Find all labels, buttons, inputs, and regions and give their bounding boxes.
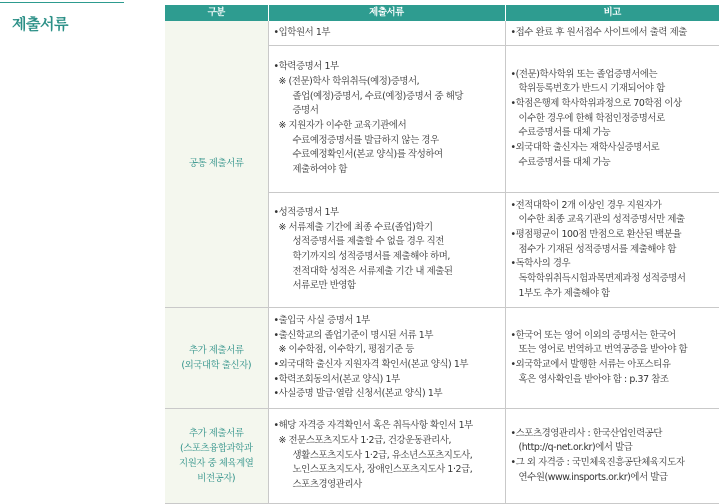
note-line: •학점은행제 학사학위과정으로 70학점 이상: [510, 97, 682, 109]
doc-line: 졸업(예정)증명서, 수료(예정)증명서 중 해당: [292, 90, 464, 102]
note-line: 수료증명서를 대체 가능: [518, 127, 611, 139]
table-row: [165, 308, 719, 409]
note-line: •(전문)학사학위 또는 졸업증명서에는: [510, 68, 658, 80]
doc-line: ※ (전문)학사 학위취득(예정)증명서,: [278, 75, 420, 87]
note-line: •전적대학이 2개 이상인 경우 지원자가: [510, 199, 662, 211]
note-line: (http://q-net.or.kr)에서 발급: [518, 442, 633, 454]
doc-line: 증명서: [292, 105, 319, 117]
note-line: 1부도 추가 제출해야 함: [518, 287, 610, 299]
doc-line: •출신학교의 졸업기준이 명시된 서류 1부: [273, 329, 434, 341]
category-label: (외국대학 출신자): [181, 360, 252, 371]
section-title: 제출서류: [12, 15, 68, 33]
notes-cell: [505, 21, 719, 46]
documents-cell: [268, 409, 505, 504]
category-label: 추가 제출서류: [188, 427, 244, 439]
doc-line: 전적대학 성적은 서류제출 기간 내 제출된: [292, 265, 453, 277]
doc-line: 제출하여야 함: [292, 164, 348, 176]
notes-cell: [505, 193, 719, 308]
note-line: •외국대학 출신자는 재학사실증명서로: [510, 142, 660, 153]
documents-table: [165, 5, 719, 504]
note-line: 학위등록번호가 반드시 기재되어야 함: [518, 83, 665, 95]
notes-cell: [505, 308, 719, 409]
doc-line: ※ 서류제출 기간에 최종 수료(졸업)학기: [278, 221, 433, 233]
doc-line: 스포츠경영관리사: [292, 479, 362, 490]
note-line: 수료증명서를 대체 가능: [518, 156, 611, 168]
doc-line: ※ 지원자가 이수한 교육기관에서: [278, 120, 407, 131]
documents-cell: [268, 308, 505, 409]
header-documents: 제출서류: [268, 5, 505, 21]
note-line: 연수원(www.insports.or.kr)에서 발급: [518, 471, 668, 483]
note-line: •독학사의 경우: [510, 258, 571, 270]
doc-line: 성적증명서를 제출할 수 없을 경우 직전: [292, 236, 444, 248]
note-line: 이수한 경우에 한해 학점인정증명서로: [518, 112, 665, 124]
note-line: •스포츠경영관리사 : 한국산업인력공단: [510, 427, 663, 439]
category-label: 공통 제출서류: [188, 158, 244, 170]
doc-line: •성적증명서 1부: [273, 206, 339, 218]
doc-line: •학력증명서 1부: [273, 61, 339, 73]
doc-line: •해당 자격증 자격확인서 혹은 취득사항 확인서 1부: [273, 420, 473, 432]
doc-line: 학기까지의 성적증명서를 제출해야 하며,: [292, 251, 450, 262]
category-label: 추가 제출서류: [188, 344, 244, 356]
category-label: 비전공자): [197, 473, 236, 485]
header-notes: 비고: [505, 5, 719, 21]
documents-cell: [268, 46, 505, 193]
note-line: 또는 영어로 번역하고 번역공증을 받아야 함: [518, 344, 688, 356]
table-row: [165, 409, 719, 504]
note-line: •한국어 또는 영어 이외의 증명서는 한국어: [510, 329, 676, 341]
doc-line: 생활스포츠지도사 1·2급, 유소년스포츠지도사,: [292, 449, 473, 461]
category-common: [165, 21, 268, 308]
table-header-row: [165, 5, 719, 21]
doc-line: ※ 전문스포츠지도사 1·2급, 건강운동관리사,: [278, 434, 452, 446]
notes-cell: [505, 409, 719, 504]
doc-line: 수료예정증명서를 발급하지 않는 경우: [292, 134, 439, 146]
table-row: [165, 21, 719, 46]
note-line: •그 외 자격증 : 국민체육진흥공단체육지도자: [510, 457, 685, 468]
note-line: 혹은 영사확인을 받아야 함 : p.37 참조: [518, 373, 669, 385]
doc-line: 노인스포츠지도사, 장애인스포츠지도사 1·2급,: [292, 464, 473, 476]
doc-line: •입학원서 1부: [273, 26, 331, 38]
category-foreign: [165, 308, 268, 409]
doc-line: ※ 이수학점, 이수학기, 평점기준 등: [278, 344, 414, 356]
note-line: •평점평균이 100점 만점으로 환산된 백분율: [510, 228, 682, 240]
doc-line: 서류로만 반영함: [292, 280, 356, 292]
notes-cell: [505, 46, 719, 193]
doc-line: 수료예정확인서(본교 양식)를 작성하여: [292, 149, 443, 161]
documents-cell: [268, 193, 505, 308]
note-line: •접수 완료 후 원서접수 사이트에서 출력 제출: [510, 26, 687, 38]
category-label: (스포츠융합과학과: [179, 442, 253, 454]
doc-line: •출입국 사실 증명서 1부: [273, 314, 370, 326]
note-line: 이수한 최종 교육기관의 성적증명서만 제출: [518, 214, 685, 226]
header-category: 구분: [165, 5, 268, 21]
section-rule: [0, 2, 124, 3]
category-sports: [165, 409, 268, 504]
documents-cell: [268, 21, 505, 46]
doc-line: •외국대학 출신자 지원자격 확인서(본교 양식) 1부: [273, 359, 469, 370]
doc-line: •사실증명 발급·열람 신청서(본교 양식) 1부: [273, 388, 443, 400]
note-line: •외국학교에서 발행한 서류는 아포스티유: [510, 359, 671, 370]
doc-line: •학력조회동의서(본교 양식) 1부: [273, 373, 400, 385]
category-label: 지원자 중 체육계열: [179, 458, 254, 469]
note-line: 점수가 기재된 성적증명서를 제출해야 함: [518, 243, 676, 255]
note-line: 독학학위취득시험과목면제과정 성적증명서: [518, 273, 686, 284]
